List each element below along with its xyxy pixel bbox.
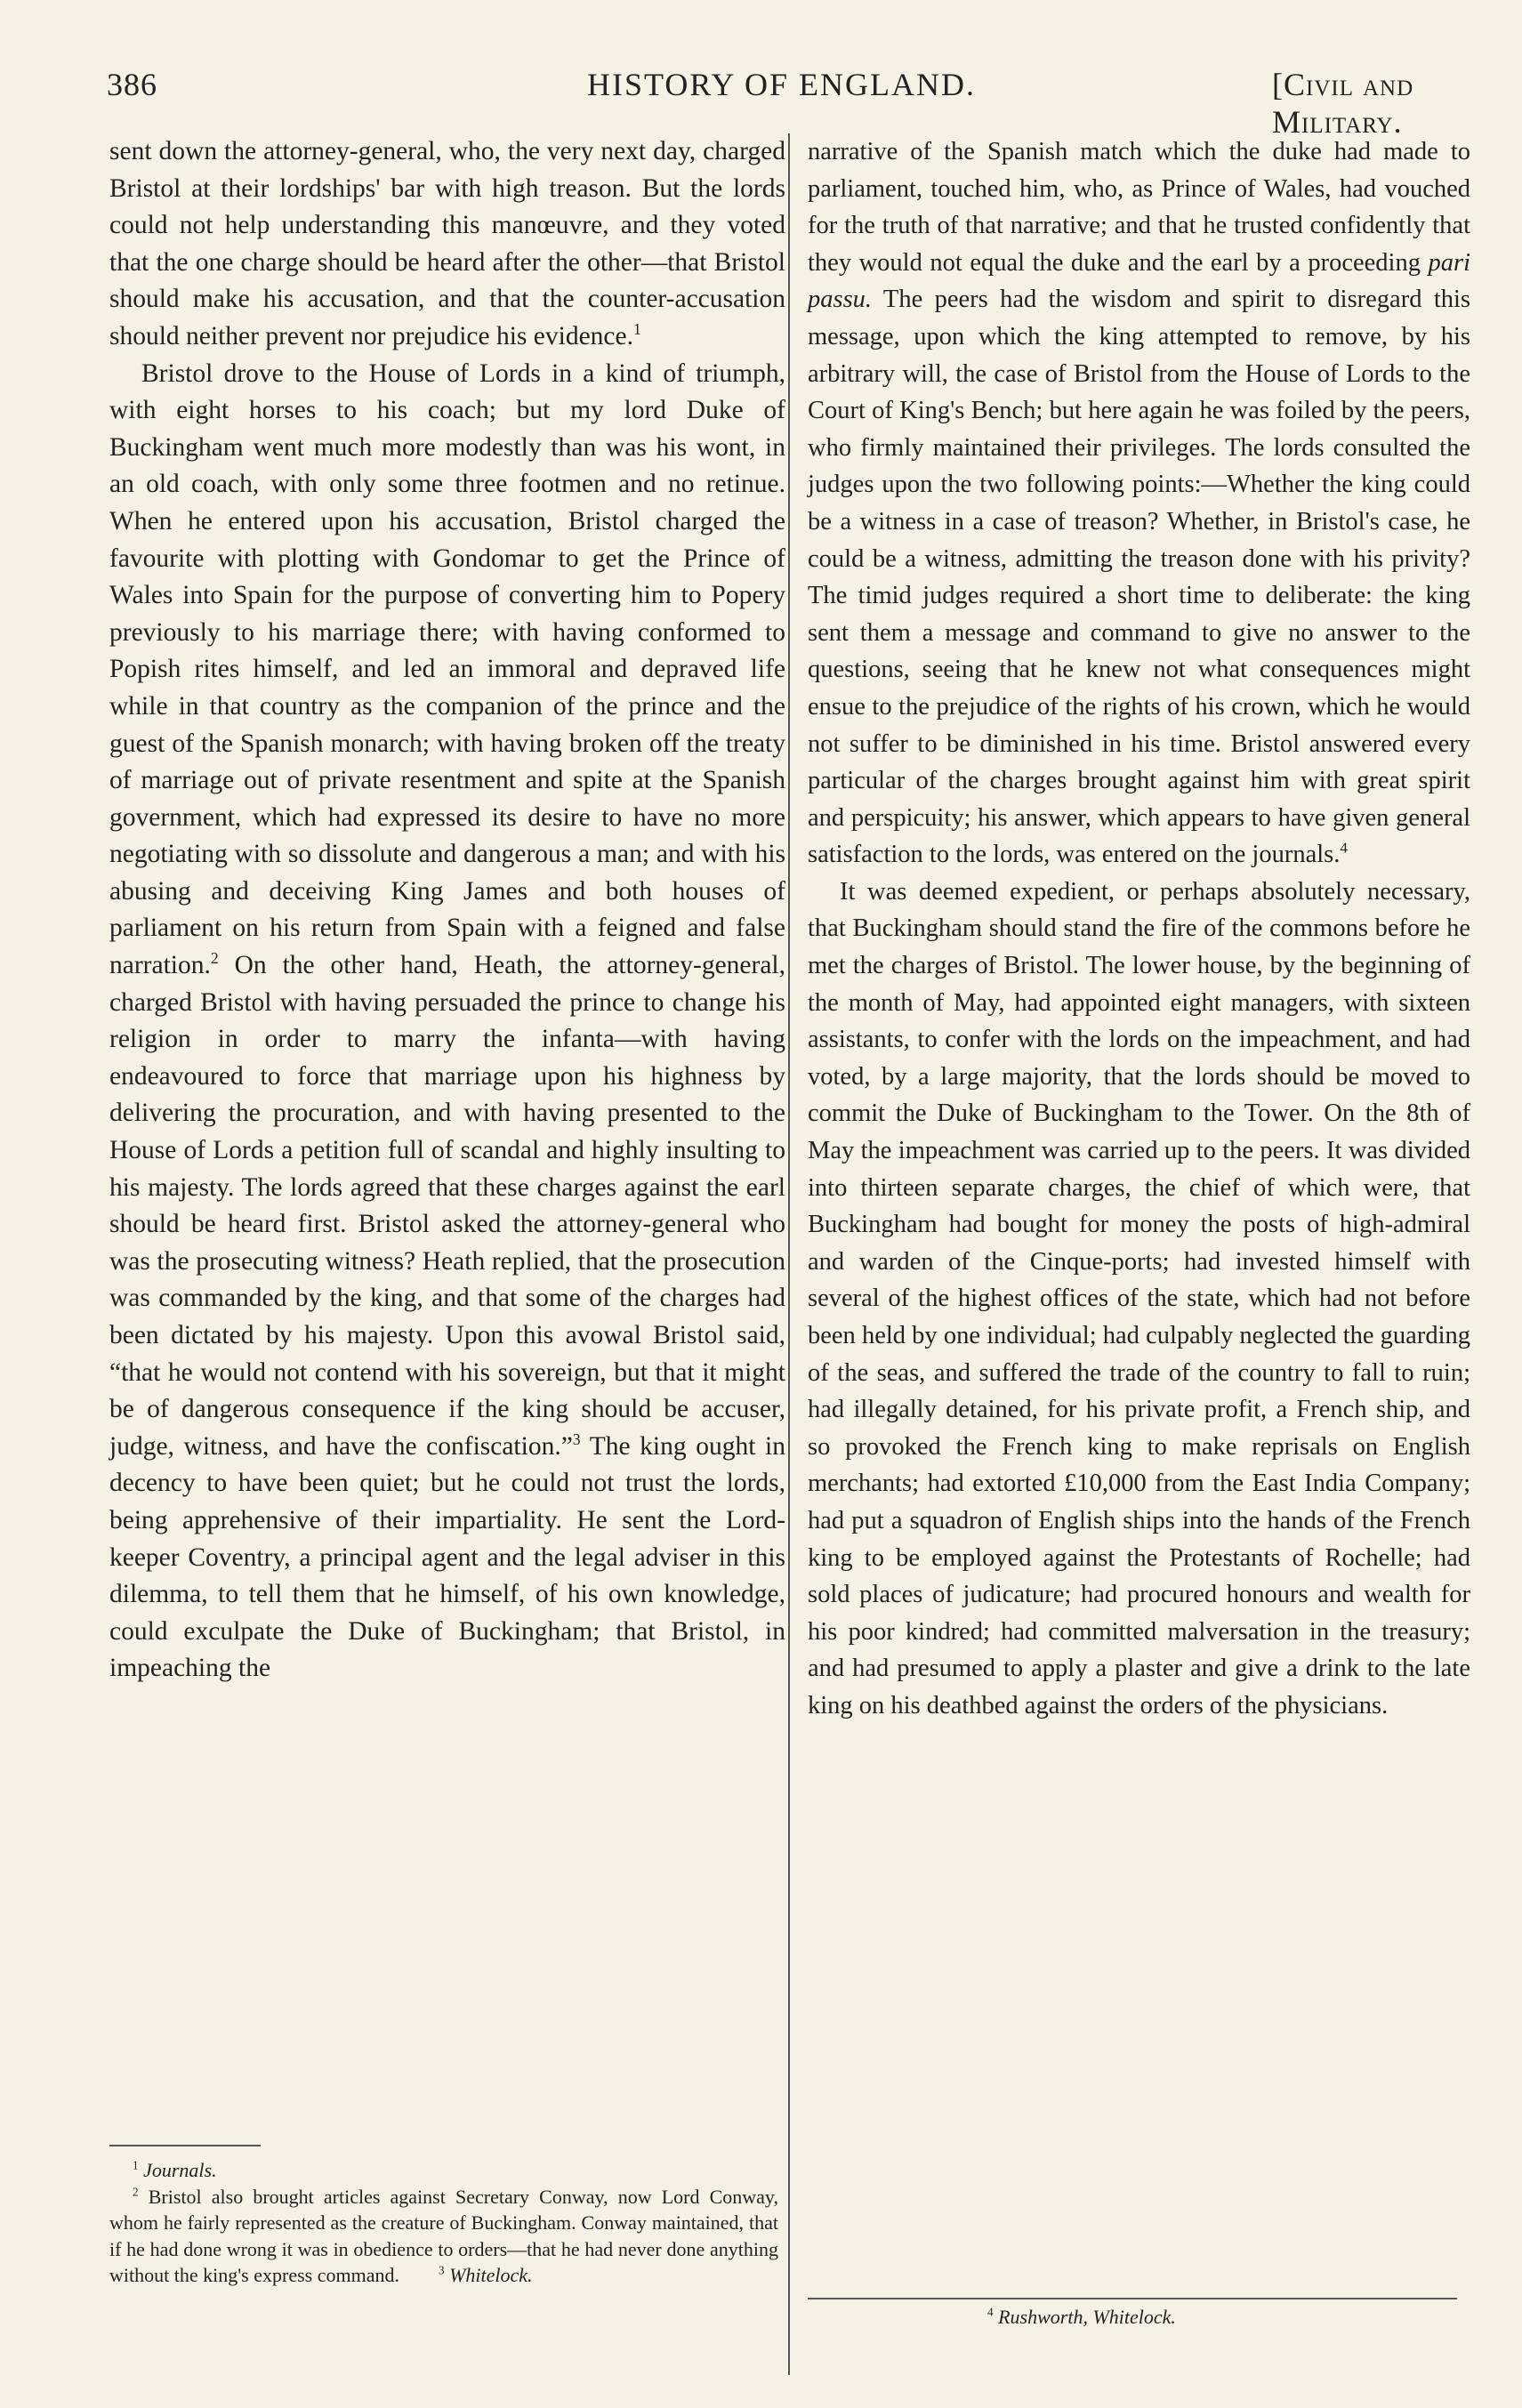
footnote-ref: 3 [572,1429,581,1448]
footnote-text: Rushworth, Whitelock. [998,2306,1176,2328]
footnote-rule [109,2145,261,2146]
footnote-ref: 1 [632,320,641,339]
footnote-text: Bristol also brought articles against Secretary Conway, now Lord Conway, whom he fairly represented as the creature of Buckingham. Conway maintained, that if he had done wrong it was in obedience to orders—that he had never done anything without the king's express command. [109,2185,779,2286]
footnote-ref: 2 [210,949,219,968]
left-column [109,133,785,1687]
footnote-mark: 2 [133,2185,139,2199]
footnote [109,2157,778,2184]
footnote-mark: 3 [438,2263,445,2277]
footnote-rule [808,2298,1457,2299]
paragraph-text: Bristol drove to the House of Lords in a kind of triumph, with eight horses to his coach; but my lord Duke of Buckingham went much more modestly than was his wont, in an old coach, with only some three footmen and no retinue. When he entered upon his accusation, Bristol charged the favourite with plotting with Gondomar to get the Prince of Wales into Spain for the purpose of converting him to Popery previously to his marriage there; with having conformed to Popish rites himself, and led an immoral and depraved life while in that country as the companion of the prince and the guest of the Spanish monarch; with having broken off the treaty of marriage out of private resentment and spite at the Spanish government, which had expressed its desire to have no more negotiating with so dissolute and dangerous a man; and with his abusing and deceiving King James and both houses of parliament on his return from Spain with a feigned and false narration. [109,358,785,980]
paragraph-text: On the other hand, Heath, the attorney-general, charged Bristol with having persuaded the prince to change his religion in order to marry the infanta—with having endeavoured to force that marriage upon his highness by delivering the procuration, and with having presented to the House of Lords a petition full of scandal and highly insulting to his majesty. The lords agreed that these charges against the earl should be heard first. Bristol asked the attorney-general who was the prosecuting witness? Heath replied, that the prosecution was commanded by the king, and that some of the charges had been dictated by his majesty. Upon this avowal Bristol said, “that he would not contend with his sovereign, but that it might be of dangerous consequence if the king should be accuser, judge, witness, and have the confiscation.” [109,951,785,1461]
paragraph [109,133,785,356]
footnotes-right [987,2304,1432,2331]
right-column [808,133,1470,1725]
paragraph-text: The king ought in decency to have been quiet; but he could not trust the lords, being apprehensive of their impartiality. He sent the Lord-keeper Coventry, a principal agent and the legal adviser in this dilemma, to tell them that he himself, of his own knowledge, could exculpate the Duke of Buckingham; that Bristol, in impeaching the [109,1431,785,1683]
footnote-text: Journals. [143,2159,217,2181]
footnote-ref: 4 [1340,839,1348,857]
footnote-mark: 1 [133,2158,139,2172]
paragraph-text: narrative of the Spanish match which the duke had made to parliament, touched him, who, as Prince of Wales, had vouched for the truth of that narrative; and that he trusted confidently that they would not equal the duke and the earl by a proceeding [808,138,1470,277]
paragraph [808,874,1470,1725]
footnote-mark: 4 [987,2305,994,2319]
column-divider [788,133,790,2375]
paragraph-text: It was deemed expedient, or perhaps absolutely necessary, that Buckingham should stand the fire of the commons before he met the charges of Bristol. The lower house, by the beginning of the month of May, had appointed eight managers, with sixteen assistants, to confer with the lords on the impeachment, and had voted, by a large majority, that the lords should be moved to commit the Duke of Buckingham to the Tower. On the 8th of May the impeachment was carried up to the peers. It was divided into thirteen separate charges, the chief of which were, that Buckingham had bought for money the posts of high-admiral and warden of the Cinque-ports; had invested himself with several of the highest offices of the state, which had not before been held by one individual; had culpably neglected the guarding of the seas, and suffered the trade of the country to fall to ruin; had illegally detained, for his private profit, a French ship, and so provoked the French king to make reprisals on English merchants; had extorted £10,000 from the East India Company; had put a squadron of English ships into the hands of the French king to be employed against the Protestants of Rochelle; had sold places of judicature; had procured honours and wealth for his poor kindred; had committed malversation in the treasury; and had presumed to apply a plaster and give a drink to the late king on his deathbed against the orders of the physicians. [808,877,1470,1719]
footnotes-left [109,2157,778,2289]
section-title: [Civil and Military. [1272,67,1414,140]
paragraph [808,133,1470,874]
page-number: 386 [107,67,157,102]
footnote-text: Whitelock. [449,2264,533,2286]
running-header [107,66,1477,140]
italic-phrase: pari passu. [808,248,1470,314]
paragraph-text: The peers had the wisdom and spirit to disregard this message, upon which the king attempted to remove, by his arbitrary will, the case of Bristol from the House of Lords to the Court of King's Bench; but here again he was foiled by the peers, who firmly maintained their privileges. The lords consulted the judges upon the two following points:—Whether the king could be a witness in a case of treason? Whether, in Bristol's case, he could be a witness, admitting the treason done with his privity? The timid judges required a short time to deliberate: the king sent them a message and command to give no answer to the questions, seeing that he knew not what consequences might ensue to the prejudice of the rights of his crown, which he would not suffer to be diminished in his time. Bristol answered every particular of the charges brought against him with great spirit and perspicuity; his answer, which appears to have given general satisfaction to the lords, was entered on the journals. [808,286,1470,869]
paragraph-text: sent down the attorney-general, who, the very next day, charged Bristol at their lordships' bar with high treason. But the lords could not help understanding this manœuvre, and they voted that the one charge should be heard after the other—that Bristol should make his accusation, and that the counter-accusation should neither prevent nor prejudice his evidence. [109,137,785,350]
footnote [109,2184,778,2289]
paragraph [109,356,785,1687]
running-title: HISTORY OF ENGLAND. [587,67,977,102]
